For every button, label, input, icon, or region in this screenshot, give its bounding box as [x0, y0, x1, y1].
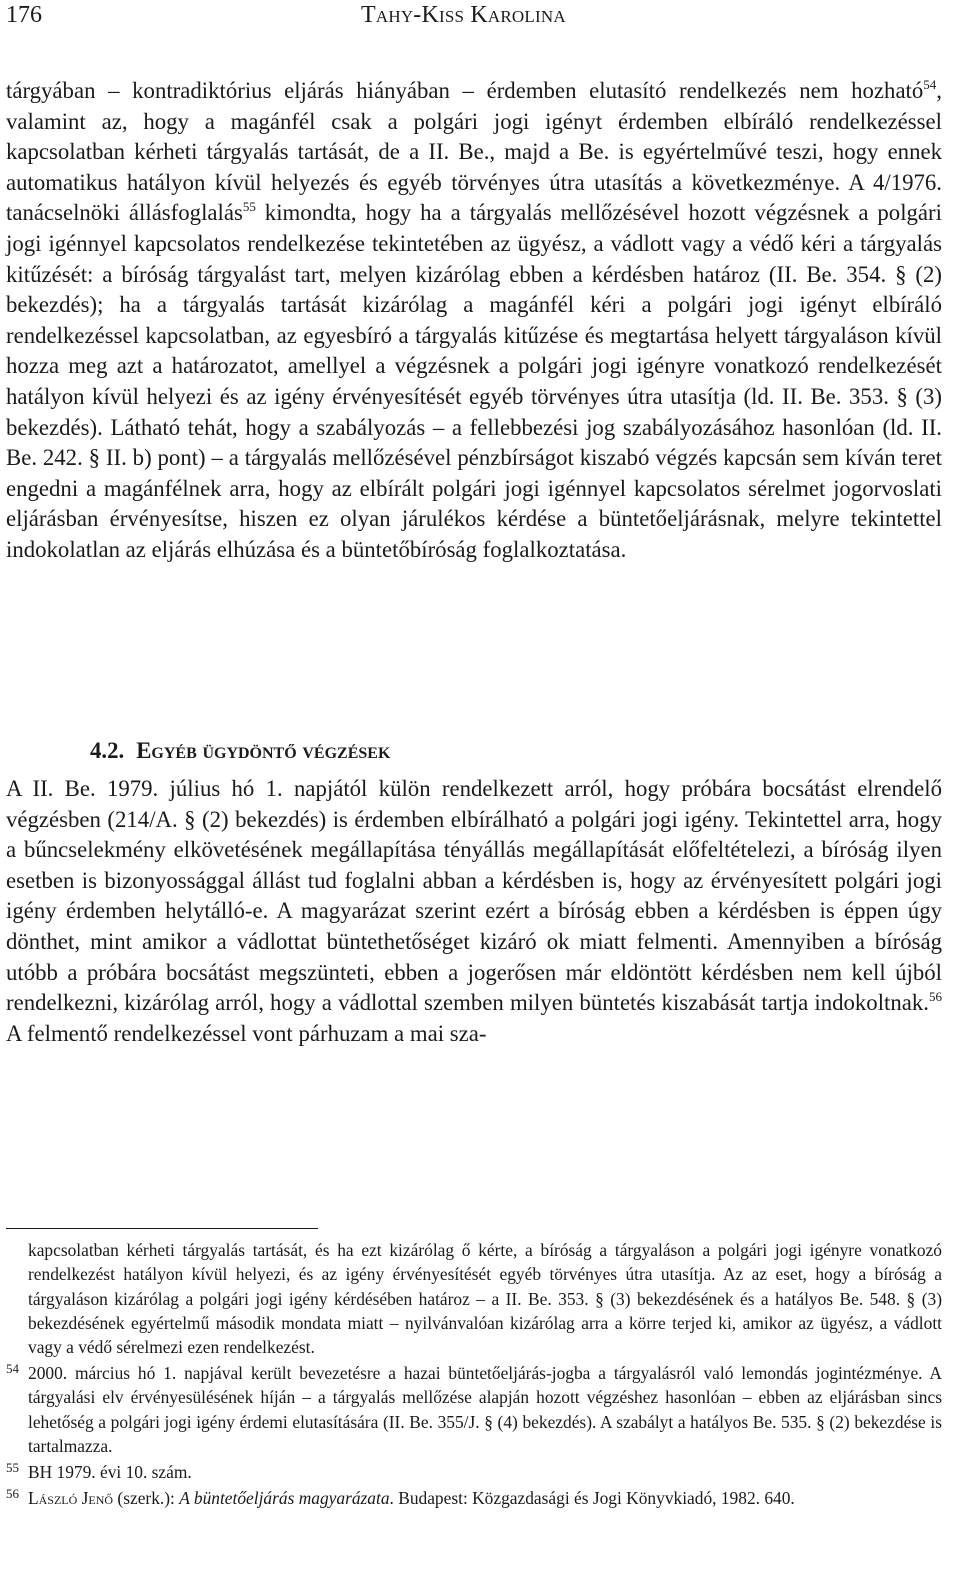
- body-paragraph-1: [6, 76, 942, 566]
- footnote-55-number: 55: [6, 1459, 19, 1475]
- footnote-ref-55[interactable]: 55: [242, 199, 256, 215]
- footnote-continued: [6, 1238, 942, 1359]
- footnote-ref-54[interactable]: 54: [923, 77, 937, 92]
- para1-text-b: , valamint az, hogy a magánfél csak a polgári jogi igényt érdemben elbíráló rendelkezéssel kapcsolatban kérheti tárgyalás tartását, de a II. Be., majd a Be. is egyértelművé teszi, hogy ennek automatikus hatályon kívül helyezés és egyéb törvényes útra utasítás a következménye. A 4/1976. tanácselnöki állásfoglalás: [6, 78, 942, 226]
- footnote-54: [6, 1361, 942, 1458]
- footnote-54-text: 2000. március hó 1. napjával került bevezetésre a hazai büntetőeljárás-jogba a tárgyalásról való lemondás jogintézménye. A tárgyalási elv érvényesülésének híján – a tárgyalás mellőzése alapján hozott végzéshez hasonlóan – ebben az eljárásban sincs lehetőség a polgári jogi igény érdemi elutasítására (II. Be. 355/J. § (4) bekezdés). A szabályt a hatályos Be. 535. § (2) bekezdése is tartalmazza.: [28, 1363, 942, 1456]
- footnotes: [6, 1238, 942, 1512]
- para2-text-b: A felmentő rendelkezéssel vont párhuzam a mai sza-: [6, 1020, 487, 1046]
- footnote-56-number: 56: [6, 1485, 19, 1501]
- footnote-separator: [6, 1228, 318, 1229]
- footnote-56: [6, 1486, 942, 1510]
- footnote-54-number: 54: [6, 1361, 19, 1377]
- running-head: Tahy-Kiss Karolina: [361, 2, 566, 28]
- page-number: 176: [6, 2, 42, 28]
- footnote-56-editor: (szerk.):: [113, 1487, 180, 1508]
- footnote-ref-56[interactable]: 56: [929, 989, 942, 1005]
- footnote-56-author: László Jenő: [28, 1487, 114, 1508]
- page-header: [6, 2, 946, 34]
- section-number: 4.2.: [90, 738, 125, 763]
- footnote-continued-text: kapcsolatban kérheti tárgyalás tartását, és ha ezt kizárólag ő kérte, a bíróság a tárgyaláson a polgári jogi igényre vonatkozó rendelkezést hatályon kívül helyezi, és az igény érvényesítését egyéb törvényes útra utasítja. Az az eset, hogy a bíróság a tárgyaláson kizárólag a polgári jogi igény kérdésében határoz – a II. Be. 353. § (3) bekezdésének és a hatályos Be. 548. § (3) bekezdésének egyértelmű második mondata miatt – nyilvánvalóan kizárólag arra a körre terjed ki, amikor az ügyész, a vádlott vagy a védő sérelmezi ezen rendelkezést.: [28, 1240, 942, 1358]
- footnote-56-book-title: A büntetőeljárás magyarázata: [179, 1487, 390, 1508]
- footnote-56-text: [28, 1486, 942, 1510]
- section-heading: [90, 736, 390, 766]
- para1-text-c: kimondta, hogy ha a tárgyalás mellőzésével hozott végzésnek a polgári jogi igénnyel kapcsolatos rendelkezése tekintetében az ügyész, a vádlott vagy a védő kéri a tárgyalás kitűzését: a bíróság tárgyalást tart, melyen kizárólag ebben a kérdésben határoz (II. Be. 354. § (2) bekezdés); ha a tárgyalás tartását kizárólag a magánfél kéri a polgári jogi igényt elbíráló rendelkezéssel kapcsolatban, az egyesbíró a tárgyalás kitűzése és megtartása helyett tárgyaláson kívül hozza meg azt a határozatot, amellyel a végzésnek a polgári jogi igényre vonatkozó rendelkezését hatályon kívül helyezi és az igény érvényesítését egyéb törvényes útra utasítja (ld. II. Be. 353. § (3) bekezdés). Látható tehát, hogy a szabályozás – a fellebbezési jog szabályozásához hasonlóan (ld. II. Be. 242. § II. b) pont) – a tárgyalás mellőzésével pénzbírságot kiszabó végzés kapcsán sem kíván teret engedni a magánfélnek arra, hogy az elbírált polgári jogi igénnyel kapcsolatos sérelmet jogorvoslati eljárásban érvényesítse, hiszen ez olyan járulékos kérdése a büntetőeljárásnak, melyre tekintettel indokolatlan az eljárás elhúzása és a büntetőbíróság foglalkoztatása.: [6, 200, 942, 562]
- body-paragraph-2: [6, 774, 942, 1049]
- footnote-55: [6, 1460, 942, 1484]
- footnote-55-text: BH 1979. évi 10. szám.: [28, 1461, 192, 1482]
- section-title: Egyéb ügydöntő végzések: [136, 738, 391, 763]
- footnote-56-publisher: . Budapest: Közgazdasági és Jogi Könyvkiadó, 1982. 640.: [389, 1487, 795, 1508]
- para2-text-a: A II. Be. 1979. július hó 1. napjától külön rendelkezett arról, hogy próbára bocsátást elrendelő végzésben (214/A. § (2) bekezdés) is érdemben elbírálható a polgári jogi igény. Tekintettel arra, hogy a bűncselekmény elkövetésének megállapítása tényállás megállapítását előfeltételezi, a bíróság ilyen esetben is bizonyossággal állást tud foglalni abban a kérdésben is, hogy az érvényesített polgári jogi igény érdemben helytálló-e. A magyarázat szerint ezért a bíróság ebben a kérdésben is éppen úgy dönthet, mint amikor a vádlottat büntethetőséget kizáró ok miatt felmenti. Amennyiben a bíróság utóbb a próbára bocsátást megszünteti, ebben a jogerősen már eldöntött kérdésben nem kell újból rendelkezni, kizárólag arról, hogy a vádlottal szemben milyen büntetés kiszabását tartja indokoltnak.: [6, 776, 942, 1016]
- para1-text-a: tárgyában – kontradiktórius eljárás hiányában – érdemben elutasító rendelkezés nem hozható: [6, 78, 924, 103]
